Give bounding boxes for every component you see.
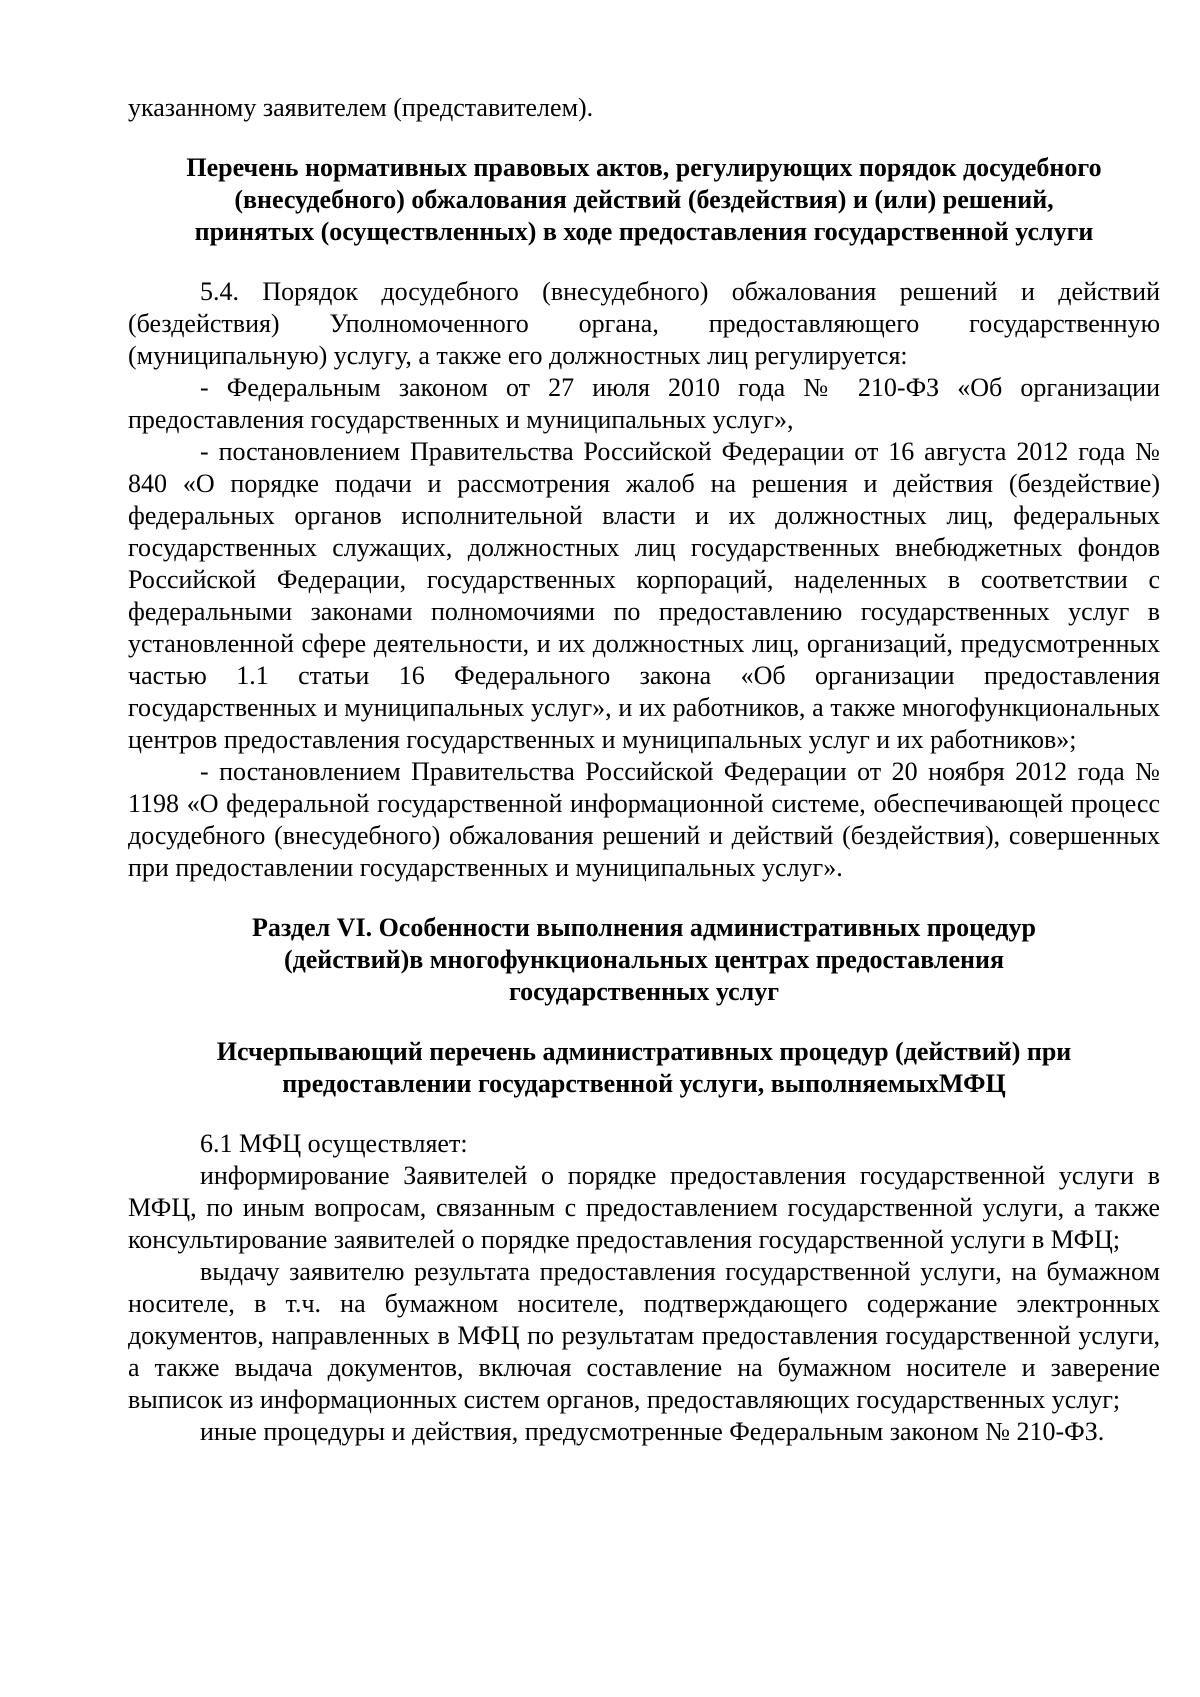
section-6-1-item: иные процедуры и действия, предусмотренные Федеральным законом № 210-ФЗ. [200,1417,1105,1446]
heading-line: предоставлении государственной услуги, выполняемыхМФЦ [282,1069,1006,1098]
heading-line: принятых (осуществленных) в ходе предоставления государственной услуги [194,217,1094,246]
section-6-1-item: информирование Заявителей о порядке предоставления государственной услуги в МФЦ, по иным вопросам, связанным с предоставлением государственной услуги, а также консультирование заявителей о порядке предоставления государственной услуги в МФЦ; [128,1161,1160,1254]
section-6-1-intro: 6.1 МФЦ осуществляет: [200,1129,468,1158]
document-body [128,92,1160,1448]
heading-line: (действий)в многофункциональных центрах предоставления [283,945,1005,974]
section-5-4-intro: 5.4. Порядок досудебного (внесудебного) обжалования решений и действий (бездействия) Уполномоченного органа, предоставляющего государственную (муниципальную) услугу, а также его должностных лиц регулируется: [128,277,1160,370]
heading-mfc-procedures [128,1036,1160,1100]
heading-line: (внесудебного) обжалования действий (бездействия) и (или) решений, [234,185,1054,214]
lead-in-text: указанному заявителем (представителем). [128,93,594,122]
heading-section-vi [128,912,1160,1008]
heading-line: Раздел VI. Особенности выполнения административных процедур [252,913,1036,942]
section-5-4-item: - Федеральным законом от 27 июля 2010 года № 210-ФЗ «Об организации предоставления государственных и муниципальных услуг», [128,373,1160,434]
heading-line: Перечень нормативных правовых актов, регулирующих порядок досудебного [186,153,1102,182]
section-6-1-item: выдачу заявителю результата предоставления государственной услуги, на бумажном носителе, в т.ч. на бумажном носителе, подтверждающего содержание электронных документов, направленных в МФЦ по результатам предоставления государственной услуги, а также выдача документов, включая составление на бумажном носителе и заверение выписок из информационных систем органов, предоставляющих государственных услуг; [128,1257,1160,1414]
section-5-4-item: - постановлением Правительства Российской Федерации от 16 августа 2012 года № 840 «О порядке подачи и рассмотрения жалоб на решения и действия (бездействие) федеральных органов исполнительной власти и их должностных лиц, федеральных государственных служащих, должностных лиц государственных внебюджетных фондов Российской Федерации, государственных корпораций, наделенных в соответствии с федеральными законами полномочиями по предоставлению государственных услуг в установленной сфере деятельности, и их должностных лиц, организаций, предусмотренных частью 1.1 статьи 16 Федерального закона «Об организации предоставления государственных и муниципальных услуг», и их работников, а также многофункциональных центров предоставления государственных и муниципальных услуг и их работников»; [128,437,1160,754]
heading-legal-acts [128,152,1160,248]
heading-line: государственных услуг [508,977,780,1006]
section-5-4-item: - постановлением Правительства Российской Федерации от 20 ноября 2012 года № 1198 «О федеральной государственной информационной системе, обеспечивающей процесс досудебного (внесудебного) обжалования решений и действий (бездействия), совершенных при предоставлении государственных и муниципальных услуг». [128,757,1160,882]
heading-line: Исчерпывающий перечень административных процедур (действий) при [216,1037,1072,1066]
